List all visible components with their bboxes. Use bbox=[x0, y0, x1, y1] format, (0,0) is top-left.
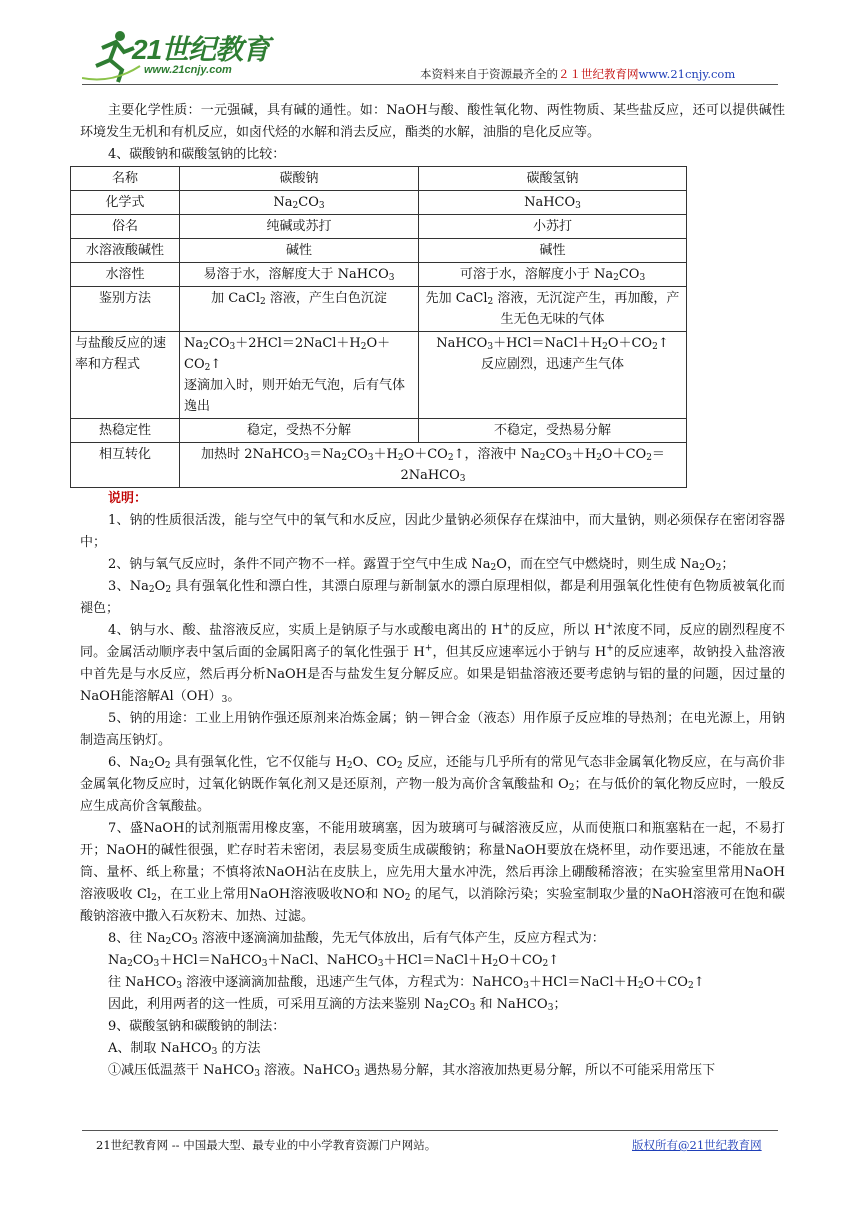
footer-rule bbox=[82, 1130, 778, 1131]
note-text: 7、盛NaOH的试剂瓶需用橡皮塞，不能用玻璃塞，因为玻璃可与碱溶液反应，从而使瓶口和瓶塞粘在一起，不易打开；NaOH的碱性很强，贮存时若未密闭，表层易变质生成碳酸钠；称量NaOH要放在烧杯里，动作要迅速，不能放在量筒、量杯、纸上称量；不慎将浓NaOH沾在皮肤上，应先用大量水冲洗，然后再涂上硼酸稀溶液；在实验室里常用NaOH溶液吸收 bbox=[80, 821, 785, 902]
table-cell: 加热时 $2NaHCO_3=Na_2CO_3+H_2O+CO_2↑$，溶液中 $Na_2CO_3+H_2O+CO_2=$ 2NaHCO$_3$ bbox=[180, 443, 687, 488]
intro-paragraph: 主要化学性质：一元强碱，具有碱的通性。如：NaOH与酸、酸性氧化物、两性物质、某些盐反应，还可以提供碱性环境发生无机和有机反应，如卤代烃的水解和消去反应，酯类的水解，油脂的皂化反应等。 bbox=[80, 103, 785, 140]
table-cell: 加 CaCl$_2$ 溶液，产生白色沉淀 bbox=[180, 287, 419, 332]
note-label: 说明： bbox=[108, 491, 148, 506]
table-cell: 化学式 bbox=[71, 191, 180, 215]
cell-text: 易溶于水，溶解度大于 bbox=[203, 267, 334, 282]
note-text: 往 bbox=[108, 975, 122, 990]
note-9a: A、制取 NaHCO$_3$ 的方法 bbox=[108, 1041, 261, 1057]
note-text: 的方法 bbox=[221, 1041, 261, 1056]
note-text: 的反应速率，故钠投入盐溶液中首先是与水反应，然后再分析NaOH是否与盐发生复分解反应。如果是铝盐溶液还要考虑钠与铝的量的问题，因过量的NaOH能溶解Al（OH） bbox=[80, 645, 785, 704]
cell-text: 反应剧烈，迅速产生气体 bbox=[480, 357, 624, 372]
note-text: 遇热易分解，其水溶液加热更易分解，所以不可能采用常压下 bbox=[364, 1063, 716, 1078]
comparison-table bbox=[70, 166, 687, 488]
table-cell: 鉴别方法 bbox=[71, 287, 180, 332]
table-cell: 易溶于水，溶解度大于 NaHCO$_3$ bbox=[180, 263, 419, 287]
cell-text: 溶液，产生白色沉淀 bbox=[269, 291, 387, 306]
section-heading-4: 4、碳酸钠和碳酸氢钠的比较： bbox=[108, 147, 286, 162]
table-header-cell: 名称 bbox=[71, 167, 180, 191]
note-text: 的反应，所以 bbox=[510, 623, 590, 638]
note-1: 1、钠的性质很活泼，能与空气中的氧气和水反应，因此少量钠必须保存在煤油中，而大量钠，则必须保存在密闭容器中； bbox=[80, 513, 785, 550]
table-cell: 纯碱或苏打 bbox=[180, 215, 419, 239]
note-text: ①减压低温蒸干 bbox=[108, 1063, 200, 1078]
note-text: ；在与低价的氧化物反应时，一般反应生成高价含氧酸盐。 bbox=[80, 777, 785, 814]
note-text: A、制取 bbox=[108, 1041, 157, 1056]
copyright-link[interactable]: 版权所有@21世纪教育网 bbox=[632, 1138, 762, 1152]
note-4: 4、钠与水、酸、盐溶液反应，实质上是钠原子与水或酸电离出的 H+的反应，所以 H+浓度不同，反应的剧烈程度不同。金属活动顺序表中氢后面的金属阳离子的氧化性强于 H+，但其反应速率远小于钠与 H+的反应速率，故钠投入盐溶液中首先是与水反应，然后再分析NaOH是否与盐发生复分解反应。如果是铝盐溶液还要考虑钠与铝的量的问题，因过量的NaOH能溶解$Al(OH)_3$。 bbox=[80, 621, 785, 705]
table-cell: NaHCO$_3$ bbox=[419, 191, 687, 215]
note-text: 的尾气，以消除污染；实验室制取少量的NaOH溶液可在饱和碳酸钠溶液中撒入石灰粉末、加热、过滤。 bbox=[80, 887, 785, 924]
note-2: 2、钠与氧气反应时，条件不同产物不一样。露置于空气中生成 $Na_2O$，而在空气中燃烧时，则生成 $Na_2O_2$； bbox=[108, 557, 735, 573]
table-header-cell: 碳酸钠 bbox=[180, 167, 419, 191]
note-text: 浓度不同，反应的剧烈程度不同。金属活动顺序表中氢后面的金属阳离子的氧化性强于 bbox=[80, 623, 785, 660]
note-8: 8、往 $Na_2CO_3$ 溶液中逐滴滴加盐酸，先无气体放出，后有气体产生，反应方程式为： bbox=[108, 931, 605, 947]
table-cell: 碱性 bbox=[180, 239, 419, 263]
note-text: ，但其反应速率远小于钠与 bbox=[432, 645, 591, 660]
note-text: 具有强氧化性和漂白性，其漂白原理与新制氯水的漂白原理相似，都是利用强氧化性使有色物质被氧化而褪色； bbox=[80, 579, 785, 616]
table-cell: $NaHCO_3+HCl=NaCl+H_2O+CO_2↑$ 反应剧烈，迅速产生气体 bbox=[419, 332, 687, 419]
table-cell: 碱性 bbox=[419, 239, 687, 263]
cell-text: 加 bbox=[211, 291, 225, 306]
logo-url: www.21cnjy.com bbox=[144, 64, 232, 76]
note-text: 溶液中逐滴滴加盐酸，迅速产生气体，方程式为： bbox=[186, 975, 473, 990]
table-row bbox=[71, 263, 687, 287]
table-row bbox=[71, 191, 687, 215]
note-text: 具有强氧化性，它不仅能与 bbox=[174, 755, 332, 770]
note-text: 4、钠与水、酸、盐溶液反应，实质上是钠原子与水或酸电离出的 bbox=[108, 623, 487, 638]
note-text: 2、钠与氧气反应时，条件不同产物不一样。露置于空气中生成 bbox=[108, 557, 468, 572]
table-row bbox=[71, 287, 687, 332]
table-cell: 水溶性 bbox=[71, 263, 180, 287]
table-cell: 与盐酸反应的速率和方程式 bbox=[71, 332, 180, 419]
cell-text: 可溶于水，溶解度小于 bbox=[459, 267, 590, 282]
note-3: 3、$Na_2O_2$ 具有强氧化性和漂白性，其漂白原理与新制氯水的漂白原理相似，都是利用强氧化性使有色物质被氧化而褪色； bbox=[80, 579, 785, 616]
note-text: 反应，还能与几乎所有的常见气态非金属氧化物反应，在与高价非金属氧化物反应时，过氧化钠既作氧化剂又是还原剂，产物一般为高价含氧酸盐和 bbox=[80, 755, 785, 792]
table-row bbox=[71, 332, 687, 419]
table-cell: 小苏打 bbox=[419, 215, 687, 239]
cell-text: 逐滴加入时，则开始无气泡，后有气体逸出 bbox=[184, 378, 406, 414]
note-9c: ①减压低温蒸干 NaHCO$_3$ 溶液。NaHCO$_3$ 遇热易分解，其水溶液加热更易分解，所以不可能采用常压下 bbox=[108, 1063, 716, 1079]
header-rule bbox=[82, 84, 778, 85]
cell-text: 加热时 bbox=[201, 447, 241, 462]
note-text: 溶液。 bbox=[264, 1063, 304, 1078]
note-text: ，在工业上常用NaOH溶液吸收NO和 bbox=[156, 887, 379, 902]
table-row bbox=[71, 419, 687, 443]
table-row bbox=[71, 443, 687, 488]
table-cell: $Na_2CO_3+2HCl=2NaCl+H_2O+CO_2↑$ 逐滴加入时，则开始无气泡，后有气体逸出 bbox=[180, 332, 419, 419]
table-cell: 俗名 bbox=[71, 215, 180, 239]
table-cell: $Na_2CO_3$ bbox=[180, 191, 419, 215]
table-row bbox=[71, 215, 687, 239]
table-cell: 水溶液酸碱性 bbox=[71, 239, 180, 263]
note-text: 溶液中逐滴滴加盐酸，先无气体放出，后有气体产生，反应方程式为： bbox=[201, 931, 605, 946]
table-cell: 稳定，受热不分解 bbox=[180, 419, 419, 443]
note-5: 5、钠的用途：工业上用钠作强还原剂来冶炼金属；钠－钾合金（液态）用作原子反应堆的导热剂；在电光源上，用钠制造高压钠灯。 bbox=[80, 711, 785, 748]
table-row bbox=[71, 167, 687, 191]
table-cell: 先加 CaCl$_2$ 溶液，无沉淀产生，再加酸，产生无色无味的气体 bbox=[419, 287, 687, 332]
table-cell: 可溶于水，溶解度小于 $Na_2CO_3$ bbox=[419, 263, 687, 287]
table-cell: 热稳定性 bbox=[71, 419, 180, 443]
note-9: 9、碳酸氢钠和碳酸钠的制法： bbox=[108, 1019, 286, 1034]
table-row bbox=[71, 239, 687, 263]
table-cell: 不稳定，受热易分解 bbox=[419, 419, 687, 443]
note-7: 7、盛NaOH的试剂瓶需用橡皮塞，不能用玻璃塞，因为玻璃可与碱溶液反应，从而使瓶口和瓶塞粘在一起，不易打开；NaOH的碱性很强，贮存时若未密闭，表层易变质生成碳酸钠；称量NaOH要放在烧杯里，动作要迅速，不能放在量筒、量杯、纸上称量；不慎将浓NaOH沾在皮肤上，应先用大量水冲洗，然后再涂上硼酸稀溶液；在实验室里常用NaOH溶液吸收 $Cl_2$，在工业上常用NaOH溶液吸收NO和 $NO_2$ 的尾气，以消除污染；实验室制取少量的NaOH溶液可在饱和碳酸钠溶液中撒入石灰粉末、加热、过滤。 bbox=[80, 821, 785, 924]
cell-text: 溶液，无沉淀产生，再加酸，产生无色无味的气体 bbox=[497, 291, 680, 327]
cell-text: ，溶液中 bbox=[464, 447, 517, 462]
header-note bbox=[420, 66, 735, 82]
table-cell: 相互转化 bbox=[71, 443, 180, 488]
note-8-eq1: $Na_2CO_3+HCl=NaHCO_3+NaCl$、$NaHCO_3+HCl=NaCl+H_2O+CO_2↑$ bbox=[108, 953, 560, 969]
site-logo bbox=[82, 26, 302, 86]
cell-text: 先加 bbox=[425, 291, 452, 306]
header-url-link[interactable]: www.21cnjy.com bbox=[638, 67, 736, 81]
note-8-tail: 因此，利用两者的这一性质，可采用互滴的方法来鉴别 $Na_2CO_3$ 和 NaHCO$_3$； bbox=[108, 997, 567, 1013]
note-text: 因此，利用两者的这一性质，可采用互滴的方法来鉴别 bbox=[108, 997, 421, 1012]
note-text: ，而在空气中燃烧时，则生成 bbox=[506, 557, 676, 572]
logo-brand: 21世纪教育 bbox=[132, 34, 270, 65]
note-6: 6、$Na_2O_2$ 具有强氧化性，它不仅能与 $H_2O$、$CO_2$ 反应，还能与几乎所有的常见气态非金属氧化物反应，在与高价非金属氧化物反应时，过氧化钠既作氧化剂又是还原剂，产物一般为高价含氧酸盐和 $O_2$；在与低价的氧化物反应时，一般反应生成高价含氧酸盐。 bbox=[80, 755, 785, 814]
note-8-eq2: 往 NaHCO$_3$ 溶液中逐滴滴加盐酸，迅速产生气体，方程式为：$NaHCO_3+HCl=NaCl+H_2O+CO_2↑$ bbox=[108, 975, 705, 991]
table-header-cell: 碳酸氢钠 bbox=[419, 167, 687, 191]
footer-text: 21世纪教育网 -- 中国最大型、最专业的中小学教育资源门户网站。 bbox=[96, 1138, 437, 1152]
header-note-text: 本资料来自于资源最齐全的 bbox=[420, 67, 558, 81]
document-body bbox=[75, 100, 785, 1082]
header-site-link[interactable]: ２１世纪教育网 bbox=[558, 67, 639, 81]
